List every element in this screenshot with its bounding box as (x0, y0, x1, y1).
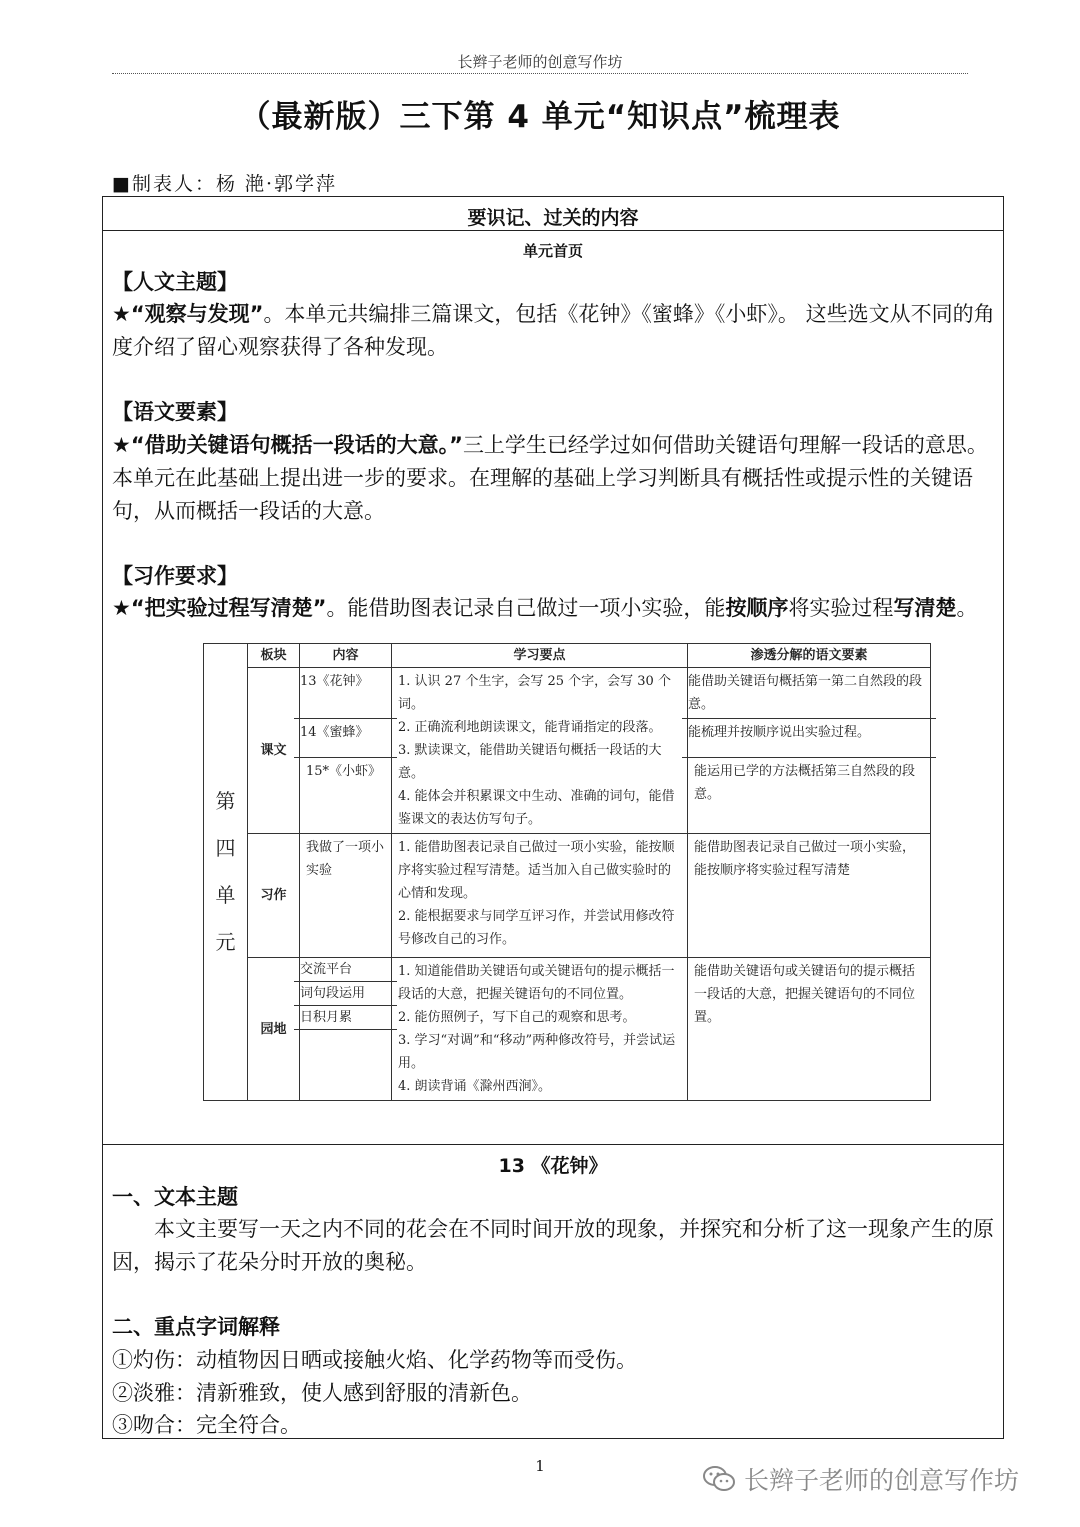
writing-body-3: 。 (956, 596, 978, 620)
block-yuandi: 园地 (248, 958, 300, 1101)
box-title: 要识记、过关的内容 (467, 207, 639, 229)
header-block: 板块 (248, 644, 300, 668)
writing-bold-1: 按顺序 (725, 596, 789, 620)
writing-paragraph (112, 592, 996, 625)
unit-label-char: 元 (215, 930, 236, 954)
humanities-body: 。本单元共编排三篇课文，包括《花钟》《蜜蜂》《小虾》。 这些选文从不同的角度介绍了留心观察获得了各种发现。 (112, 302, 995, 359)
xizuo-item: 我做了一项小实验 (300, 834, 392, 958)
unit-label-char: 第 (215, 789, 236, 813)
list-item: 能运用已学的方法概括第三自然段的段意。 (694, 764, 916, 802)
watermark-text: 长辫子老师的创意写作坊 (744, 1466, 1020, 1495)
table-header-row (204, 644, 931, 668)
table-row-yuandi (204, 958, 931, 1101)
word-item: ③吻合：完全符合。 (112, 1413, 301, 1437)
block-xizuo: 习作 (248, 834, 300, 958)
header-points: 学习要点 (392, 644, 688, 668)
yuandi-points: 1. 知道能借助关键语句或关键语句的提示概括一段话的大意，把握关键语句的不同位置。 2. 能仿照例子，写下自己的观察和思考。 3. 学习“对调”和“移动”两种修改符号，并尝试运用。 4. 朗读背诵《滁州西涧》。 (392, 958, 688, 1101)
word-item: ①灼伤：动植物因日晒或接触火焰、化学药物等而受伤。 (112, 1348, 637, 1372)
language-paragraph (112, 429, 996, 528)
list-item: 13《花钟》 (294, 668, 397, 719)
table-row-xizuo (204, 834, 931, 958)
kewen-points: 1. 认识 27 个生字，会写 25 个字，会写 30 个词。 2. 正确流利地朗读课文，能背诵指定的段落。 3. 默读课文，能借助关键语句概括一段话的大意。 4. 能体会并积累课文中生动、准确的词句，能借鉴课文的表达仿写句子。 (392, 668, 688, 834)
writing-bold-2: 写清楚 (893, 596, 957, 620)
section-title: 单元首页 (522, 242, 583, 260)
list-item: 日积月累 (294, 1006, 397, 1030)
yuandi-element: 能借助关键语句或关键语句的提示概括一段话的大意，把握关键语句的不同位置。 (688, 958, 931, 1101)
lesson-title: 13 《花钟》 (498, 1155, 608, 1177)
xizuo-points: 1. 能借助图表记录自己做过一项小实验，能按顺序将实验过程写清楚。适当加入自己做实验时的心情和发现。 2. 能根据要求与同学互评习作，并尝试用修改符号修改自己的习作。 (392, 834, 688, 958)
lesson-divider (102, 1144, 1004, 1145)
list-item: 能借助关键语句概括第一第二自然段的段意。 (682, 668, 936, 719)
kewen-elements (688, 668, 931, 834)
writing-lead: ★“把实验过程写清楚” (112, 596, 327, 620)
theme-body: 本文主要写一天之内不同的花会在不同时间开放的现象，并探究和分析了这一现象产生的原因，揭示了花朵分时开放的奥秘。 (112, 1217, 994, 1274)
writing-body-2: 将实验过程 (788, 596, 894, 620)
theme-heading: 一、文本主题 (112, 1185, 238, 1209)
humanities-lead: ★“观察与发现” (112, 302, 264, 326)
humanities-heading: 【人文主题】 (112, 270, 238, 294)
unit-label-char: 四 (215, 836, 236, 860)
list-item: 14《蜜蜂》 (294, 719, 397, 758)
list-item: 交流平台 (294, 958, 397, 982)
words-heading: 二、重点字词解释 (112, 1315, 280, 1339)
word-item: ②淡雅：清新雅致，使人感到舒服的清新色。 (112, 1381, 532, 1405)
page-header: 长辫子老师的创意写作坊 (457, 53, 623, 71)
header-elements: 渗透分解的语文要素 (688, 644, 931, 668)
xizuo-element: 能借助图表记录自己做过一项小实验，能按顺序将实验过程写清楚 (688, 834, 931, 958)
list-item: 能梳理并按顺序说出实验过程。 (682, 719, 936, 758)
header-content: 内容 (300, 644, 392, 668)
yuandi-items (300, 958, 392, 1101)
language-heading: 【语文要素】 (112, 400, 238, 424)
list-item: 词句段运用 (294, 982, 397, 1006)
unit-label-cell (204, 644, 248, 1101)
page-number: 1 (535, 1457, 545, 1475)
writing-heading: 【习作要求】 (112, 564, 238, 588)
header-divider (112, 73, 968, 74)
writing-body-1: 。能借助图表记录自己做过一项小实验，能 (326, 596, 726, 620)
watermark (702, 1461, 1019, 1497)
language-body: 三上学生已经学过如何借助关键语句理解一段话的意思。本单元在此基础上提出进一步的要求。在理解的基础上学习判断具有概括性或提示性的关键语句，从而概括一段话的大意。 (112, 433, 988, 523)
block-kewen: 课文 (248, 668, 300, 834)
kewen-items (300, 668, 392, 834)
unit-label-char: 单 (215, 883, 236, 907)
humanities-paragraph (112, 298, 996, 364)
author-line: ■制表人：杨 滟·郭学萍 (112, 173, 338, 195)
box-title-divider (102, 230, 1004, 231)
document-title: （最新版）三下第 4 单元“知识点”梳理表 (239, 99, 841, 135)
unit-overview-table (203, 643, 931, 1101)
table-row-kewen (204, 668, 931, 834)
list-item: 15*《小虾》 (306, 764, 382, 779)
wechat-icon (702, 1464, 736, 1494)
language-lead: ★“借助关键语句概括一段话的大意。” (112, 433, 463, 457)
